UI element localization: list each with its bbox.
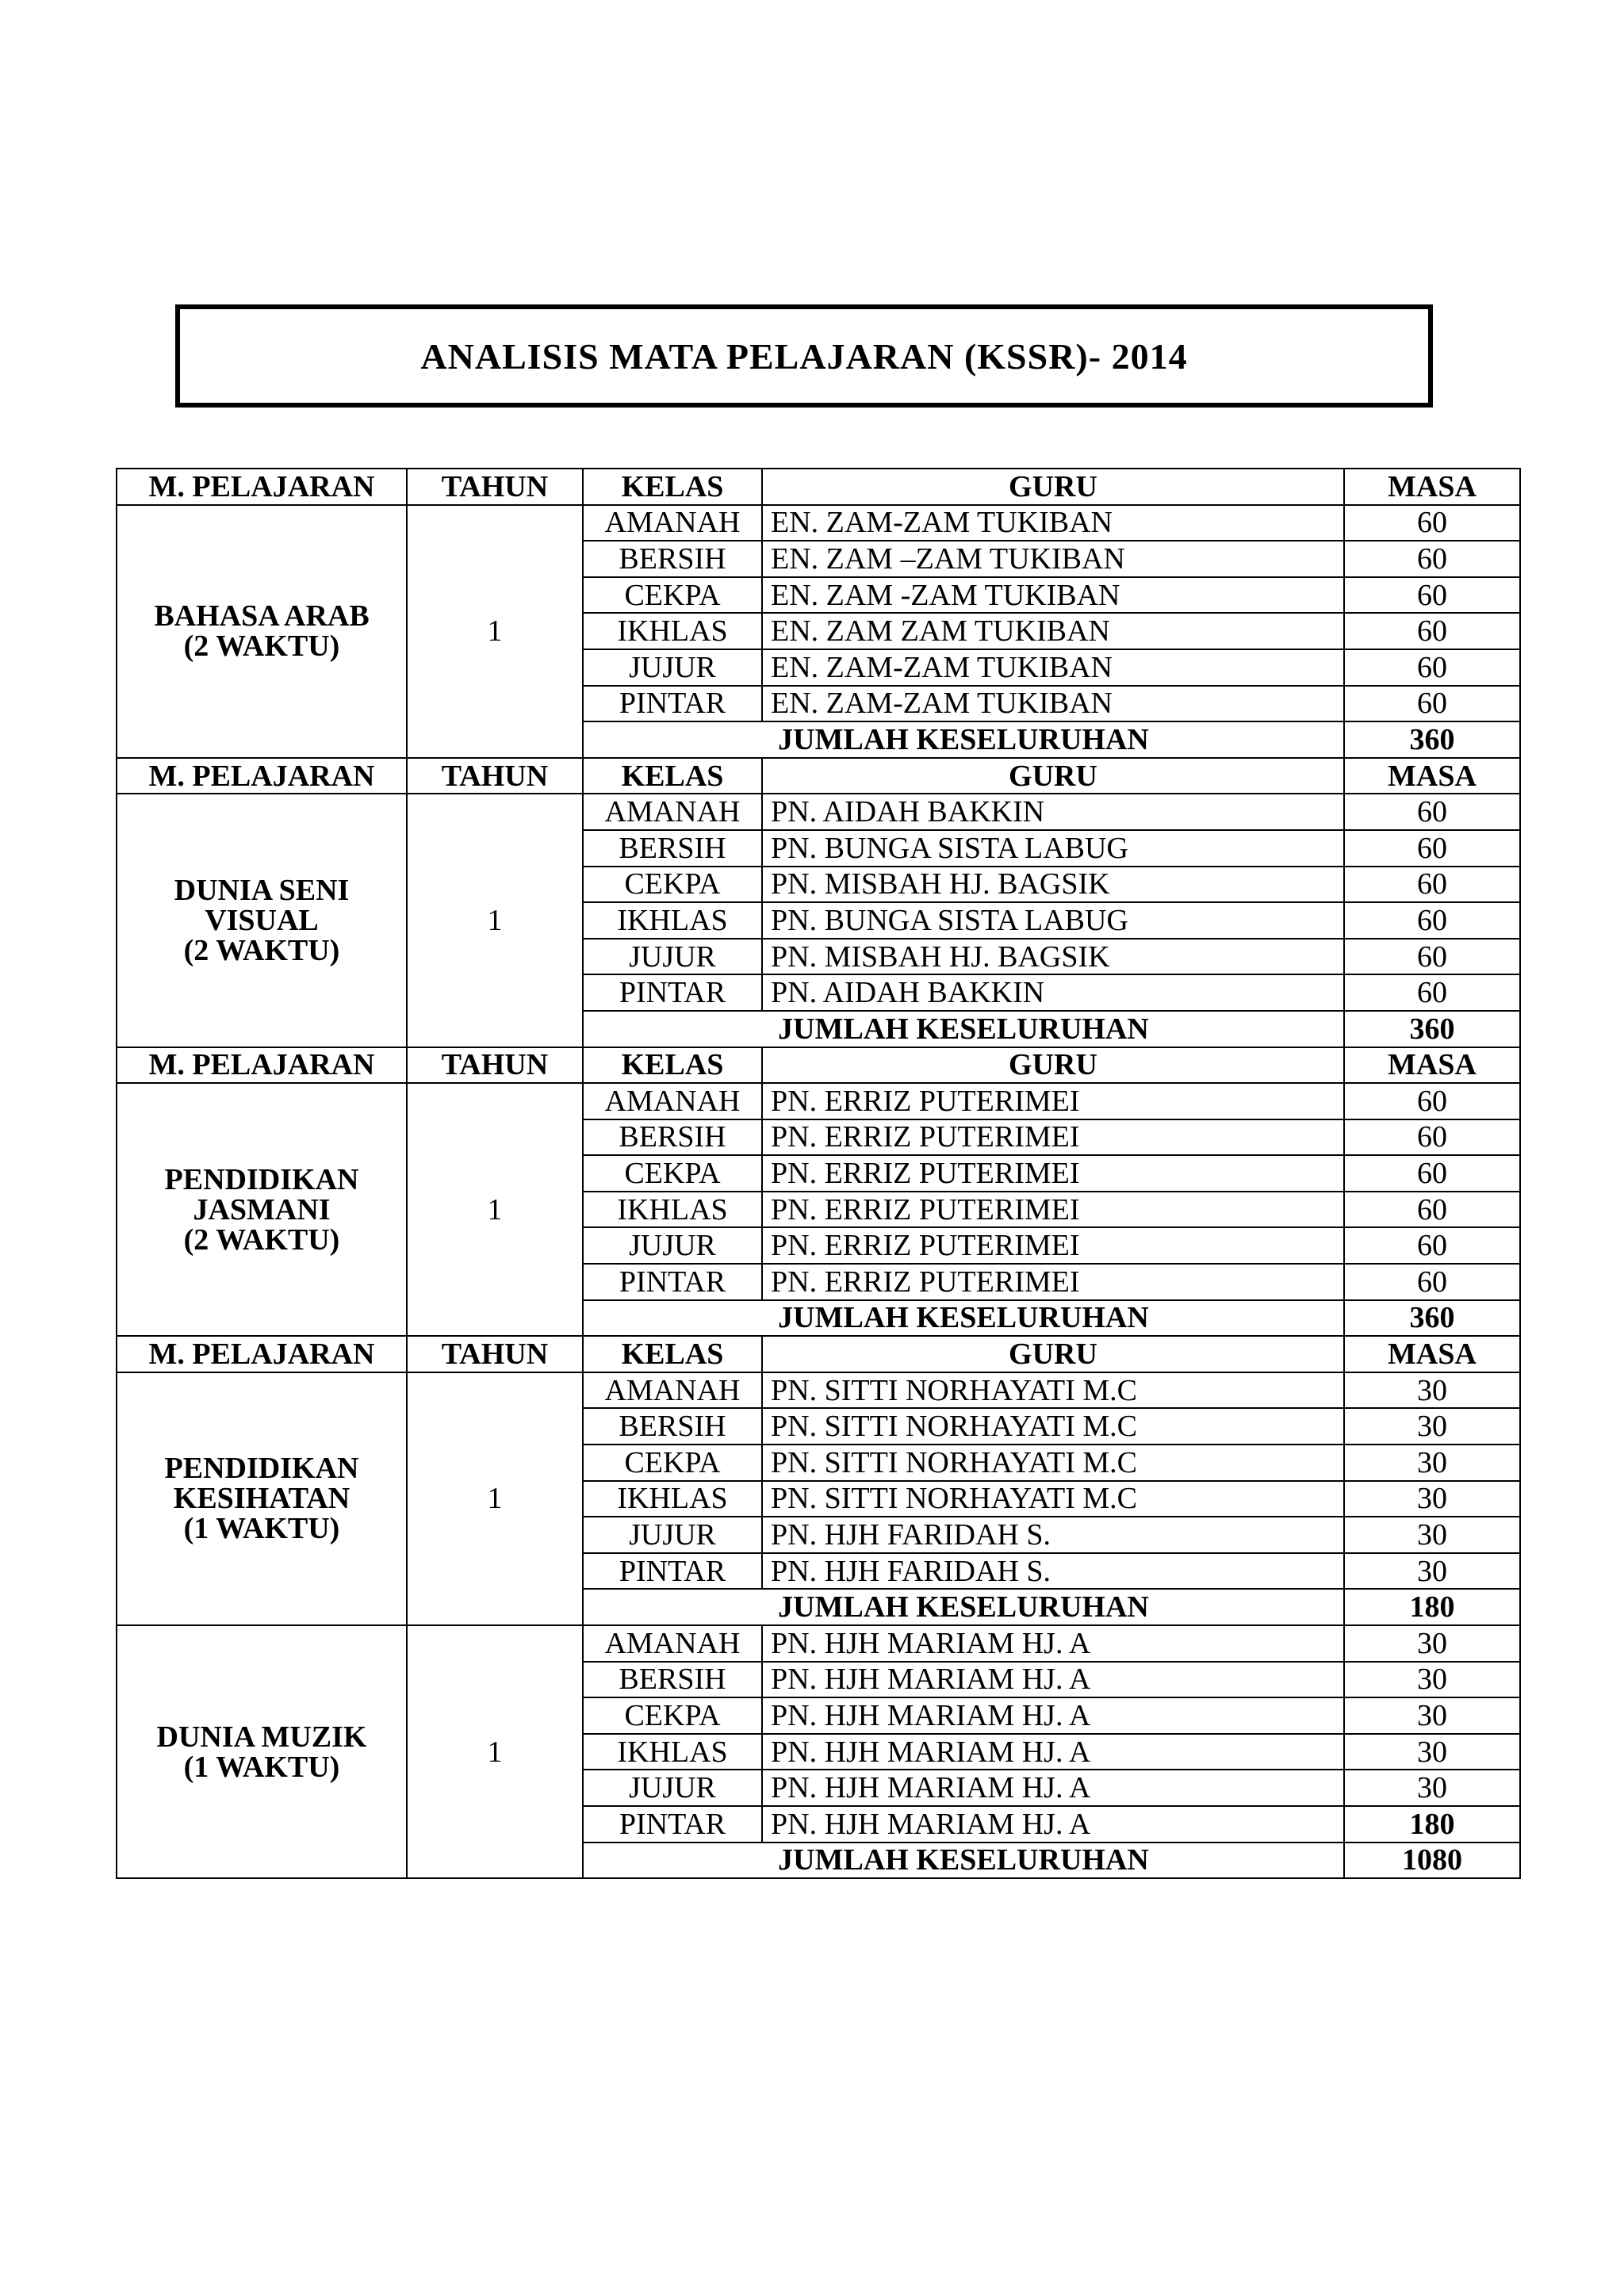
time-cell: 60 — [1344, 1155, 1520, 1192]
class-cell: JUJUR — [583, 1770, 762, 1806]
time-cell: 60 — [1344, 902, 1520, 939]
class-cell: IKHLAS — [583, 1192, 762, 1228]
class-cell: AMANAH — [583, 794, 762, 830]
subject-line: DUNIA SENI — [174, 873, 350, 907]
time-cell: 30 — [1344, 1553, 1520, 1590]
time-cell: 60 — [1344, 613, 1520, 649]
class-cell: IKHLAS — [583, 613, 762, 649]
teacher-cell: EN. ZAM-ZAM TUKIBAN — [762, 649, 1344, 686]
table-row — [117, 794, 1520, 830]
subject-line: (2 WAKTU) — [183, 933, 340, 967]
subject-cell — [117, 1083, 407, 1336]
header-row — [117, 469, 1520, 505]
total-label: JUMLAH KESELURUHAN — [583, 721, 1344, 758]
teacher-cell: PN. MISBAH HJ. BAGSIK — [762, 867, 1344, 903]
total-label: JUMLAH KESELURUHAN — [583, 1589, 1344, 1625]
header-teacher: GURU — [762, 469, 1344, 505]
time-cell: 60 — [1344, 830, 1520, 867]
time-cell: 60 — [1344, 541, 1520, 577]
subject-line: PENDIDIKAN — [164, 1162, 359, 1196]
class-cell: BERSIH — [583, 1662, 762, 1698]
class-cell: PINTAR — [583, 1806, 762, 1843]
total-value: 360 — [1344, 1011, 1520, 1047]
teacher-cell: PN. HJH MARIAM HJ. A — [762, 1806, 1344, 1843]
subject-line: KESIHATAN — [173, 1482, 350, 1516]
header-year: TAHUN — [407, 1336, 583, 1372]
class-cell: IKHLAS — [583, 1481, 762, 1517]
time-cell: 30 — [1344, 1445, 1520, 1481]
teacher-cell: PN. ERRIZ PUTERIMEI — [762, 1083, 1344, 1119]
class-cell: JUJUR — [583, 939, 762, 975]
class-cell: AMANAH — [583, 1083, 762, 1119]
class-cell: BERSIH — [583, 1408, 762, 1445]
header-teacher: GURU — [762, 758, 1344, 794]
header-subject: M. PELAJARAN — [117, 758, 407, 794]
teacher-cell: EN. ZAM-ZAM TUKIBAN — [762, 505, 1344, 541]
subject-cell — [117, 505, 407, 758]
subject-cell — [117, 1625, 407, 1878]
class-cell: BERSIH — [583, 1119, 762, 1156]
header-class: KELAS — [583, 469, 762, 505]
teacher-cell: PN. AIDAH BAKKIN — [762, 794, 1344, 830]
header-row — [117, 1047, 1520, 1084]
teacher-cell: PN. SITTI NORHAYATI M.C — [762, 1372, 1344, 1409]
teacher-cell: PN. AIDAH BAKKIN — [762, 974, 1344, 1011]
total-value: 180 — [1344, 1589, 1520, 1625]
header-row — [117, 1336, 1520, 1372]
table-row — [117, 1625, 1520, 1662]
time-cell: 30 — [1344, 1481, 1520, 1517]
class-cell: AMANAH — [583, 1625, 762, 1662]
year-cell: 1 — [407, 1372, 583, 1625]
teacher-cell: PN. HJH MARIAM HJ. A — [762, 1734, 1344, 1770]
teacher-cell: PN. ERRIZ PUTERIMEI — [762, 1119, 1344, 1156]
year-cell: 1 — [407, 1625, 583, 1878]
class-cell: AMANAH — [583, 1372, 762, 1409]
time-cell: 60 — [1344, 505, 1520, 541]
time-cell: 60 — [1344, 1083, 1520, 1119]
total-value: 1080 — [1344, 1843, 1520, 1879]
subject-cell — [117, 1372, 407, 1625]
header-class: KELAS — [583, 1047, 762, 1084]
teacher-cell: PN. HJH MARIAM HJ. A — [762, 1662, 1344, 1698]
class-cell: AMANAH — [583, 505, 762, 541]
time-cell: 30 — [1344, 1517, 1520, 1553]
teacher-cell: PN. ERRIZ PUTERIMEI — [762, 1227, 1344, 1264]
time-cell: 60 — [1344, 1227, 1520, 1264]
header-time: MASA — [1344, 758, 1520, 794]
header-class: KELAS — [583, 758, 762, 794]
header-time: MASA — [1344, 469, 1520, 505]
teacher-cell: PN. MISBAH HJ. BAGSIK — [762, 939, 1344, 975]
teacher-cell: PN. ERRIZ PUTERIMEI — [762, 1155, 1344, 1192]
class-cell: JUJUR — [583, 1227, 762, 1264]
time-cell: 60 — [1344, 649, 1520, 686]
header-time: MASA — [1344, 1336, 1520, 1372]
title-box — [175, 304, 1433, 408]
time-cell: 30 — [1344, 1372, 1520, 1409]
teacher-cell: PN. BUNGA SISTA LABUG — [762, 830, 1344, 867]
teacher-cell: PN. HJH MARIAM HJ. A — [762, 1770, 1344, 1806]
header-subject: M. PELAJARAN — [117, 1047, 407, 1084]
class-cell: JUJUR — [583, 1517, 762, 1553]
teacher-cell: PN. HJH FARIDAH S. — [762, 1553, 1344, 1590]
subject-line: JASMANI — [193, 1192, 331, 1226]
class-cell: IKHLAS — [583, 1734, 762, 1770]
teacher-cell: EN. ZAM ZAM TUKIBAN — [762, 613, 1344, 649]
teacher-cell: PN. HJH MARIAM HJ. A — [762, 1697, 1344, 1734]
teacher-cell: PN. ERRIZ PUTERIMEI — [762, 1264, 1344, 1300]
subject-analysis-table — [116, 468, 1521, 1879]
time-cell: 60 — [1344, 794, 1520, 830]
table-row — [117, 505, 1520, 541]
class-cell: PINTAR — [583, 686, 762, 722]
teacher-cell: PN. HJH MARIAM HJ. A — [762, 1625, 1344, 1662]
time-cell: 60 — [1344, 939, 1520, 975]
teacher-cell: PN. BUNGA SISTA LABUG — [762, 902, 1344, 939]
time-cell: 30 — [1344, 1625, 1520, 1662]
table-row — [117, 1372, 1520, 1409]
subject-line: DUNIA MUZIK — [156, 1720, 367, 1754]
header-year: TAHUN — [407, 758, 583, 794]
time-cell: 30 — [1344, 1408, 1520, 1445]
teacher-cell: PN. ERRIZ PUTERIMEI — [762, 1192, 1344, 1228]
class-cell: CEKPA — [583, 577, 762, 614]
total-value: 360 — [1344, 721, 1520, 758]
time-cell: 60 — [1344, 686, 1520, 722]
class-cell: PINTAR — [583, 1264, 762, 1300]
time-cell: 30 — [1344, 1697, 1520, 1734]
header-row — [117, 758, 1520, 794]
time-cell: 30 — [1344, 1734, 1520, 1770]
total-label: JUMLAH KESELURUHAN — [583, 1011, 1344, 1047]
total-label: JUMLAH KESELURUHAN — [583, 1300, 1344, 1337]
year-cell: 1 — [407, 1083, 583, 1336]
teacher-cell: EN. ZAM -ZAM TUKIBAN — [762, 577, 1344, 614]
header-year: TAHUN — [407, 469, 583, 505]
header-year: TAHUN — [407, 1047, 583, 1084]
total-value: 360 — [1344, 1300, 1520, 1337]
class-cell: CEKPA — [583, 1155, 762, 1192]
class-cell: BERSIH — [583, 830, 762, 867]
subject-line: PENDIDIKAN — [164, 1452, 359, 1486]
table-body — [117, 469, 1520, 1878]
subject-line: (2 WAKTU) — [183, 629, 340, 664]
teacher-cell: PN. SITTI NORHAYATI M.C — [762, 1408, 1344, 1445]
class-cell: PINTAR — [583, 974, 762, 1011]
time-cell: 30 — [1344, 1662, 1520, 1698]
class-cell: CEKPA — [583, 1697, 762, 1734]
class-cell: IKHLAS — [583, 902, 762, 939]
time-cell: 60 — [1344, 1192, 1520, 1228]
subject-line: BAHASA ARAB — [154, 599, 370, 633]
header-subject: M. PELAJARAN — [117, 1336, 407, 1372]
header-subject: M. PELAJARAN — [117, 469, 407, 505]
time-cell: 180 — [1344, 1806, 1520, 1843]
time-cell: 60 — [1344, 867, 1520, 903]
teacher-cell: EN. ZAM-ZAM TUKIBAN — [762, 686, 1344, 722]
time-cell: 60 — [1344, 1264, 1520, 1300]
subject-line: (1 WAKTU) — [183, 1512, 340, 1546]
class-cell: CEKPA — [583, 867, 762, 903]
time-cell: 60 — [1344, 974, 1520, 1011]
class-cell: JUJUR — [583, 649, 762, 686]
subject-cell — [117, 794, 407, 1047]
class-cell: PINTAR — [583, 1553, 762, 1590]
time-cell: 60 — [1344, 577, 1520, 614]
year-cell: 1 — [407, 505, 583, 758]
subject-line: (2 WAKTU) — [183, 1223, 340, 1257]
teacher-cell: EN. ZAM –ZAM TUKIBAN — [762, 541, 1344, 577]
teacher-cell: PN. SITTI NORHAYATI M.C — [762, 1445, 1344, 1481]
table-row — [117, 1083, 1520, 1119]
page-title: ANALISIS MATA PELAJARAN (KSSR)- 2014 — [420, 335, 1188, 377]
time-cell: 30 — [1344, 1770, 1520, 1806]
year-cell: 1 — [407, 794, 583, 1047]
header-teacher: GURU — [762, 1336, 1344, 1372]
header-class: KELAS — [583, 1336, 762, 1372]
teacher-cell: PN. HJH FARIDAH S. — [762, 1517, 1344, 1553]
subject-line: VISUAL — [205, 903, 319, 937]
total-label: JUMLAH KESELURUHAN — [583, 1843, 1344, 1879]
header-teacher: GURU — [762, 1047, 1344, 1084]
subject-line: (1 WAKTU) — [183, 1750, 340, 1784]
teacher-cell: PN. SITTI NORHAYATI M.C — [762, 1481, 1344, 1517]
header-time: MASA — [1344, 1047, 1520, 1084]
time-cell: 60 — [1344, 1119, 1520, 1156]
class-cell: BERSIH — [583, 541, 762, 577]
class-cell: CEKPA — [583, 1445, 762, 1481]
